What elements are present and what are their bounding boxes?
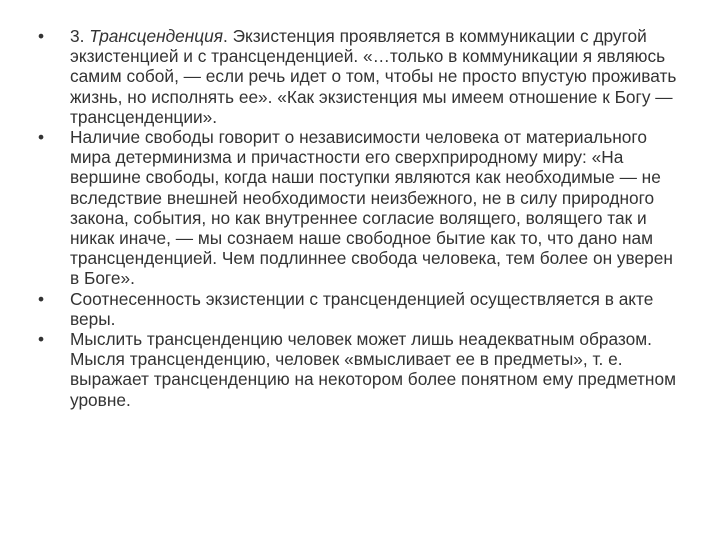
bullet-dot-icon: • [38, 329, 45, 350]
item-term: Трансценденция [89, 26, 223, 46]
bullet-dot-icon: • [38, 288, 45, 309]
bullet-list [38, 26, 678, 410]
item-number: 3. [70, 26, 90, 46]
item-text: Мыслить трансценденцию человек может лишь неадекватным образом. Мысля трансценденцию, человек «вмысливает ее в предметы», т. е. выражает трансценденцию на некотором более понятном ему предметном уровне. [70, 329, 676, 410]
item-text: Наличие свободы говорит о независимости человека от материального мира детерминизма и причастности его сверхприродному миру: «На вершине свободы, когда наши поступки являются как необходимые — не вследствие внешней необходимости неизбежного, не в силу природного закона, события, но как внутреннее согласие волящего, волящего так и никак иначе, — мы сознаем наше свободное бытие как то, что дано нам трансценденцией. Чем подлиннее свобода человека, тем более он уверен в Боге». [70, 127, 673, 289]
bullet-item-freedom [38, 127, 678, 289]
item-text: . Экзистенция проявляется в коммуникации с другой экзистенцией и с трансценденцией. «…только в коммуникации я являюсь самим собой, — если речь идет о том, чтобы не просто впустую проживать жизнь, но исполнять ее». «Как экзистенция мы имеем отношение к Богу — трансценденции». [70, 26, 677, 127]
bullet-item-faith [38, 289, 678, 329]
bullet-dot-icon: • [38, 127, 45, 148]
item-text: Соотнесенность экзистенции с трансценденцией осуществляется в акте веры. [70, 288, 654, 329]
bullet-dot-icon: • [38, 26, 45, 46]
bullet-item-thinking [38, 329, 678, 410]
bullet-item-transcendence [38, 26, 678, 127]
